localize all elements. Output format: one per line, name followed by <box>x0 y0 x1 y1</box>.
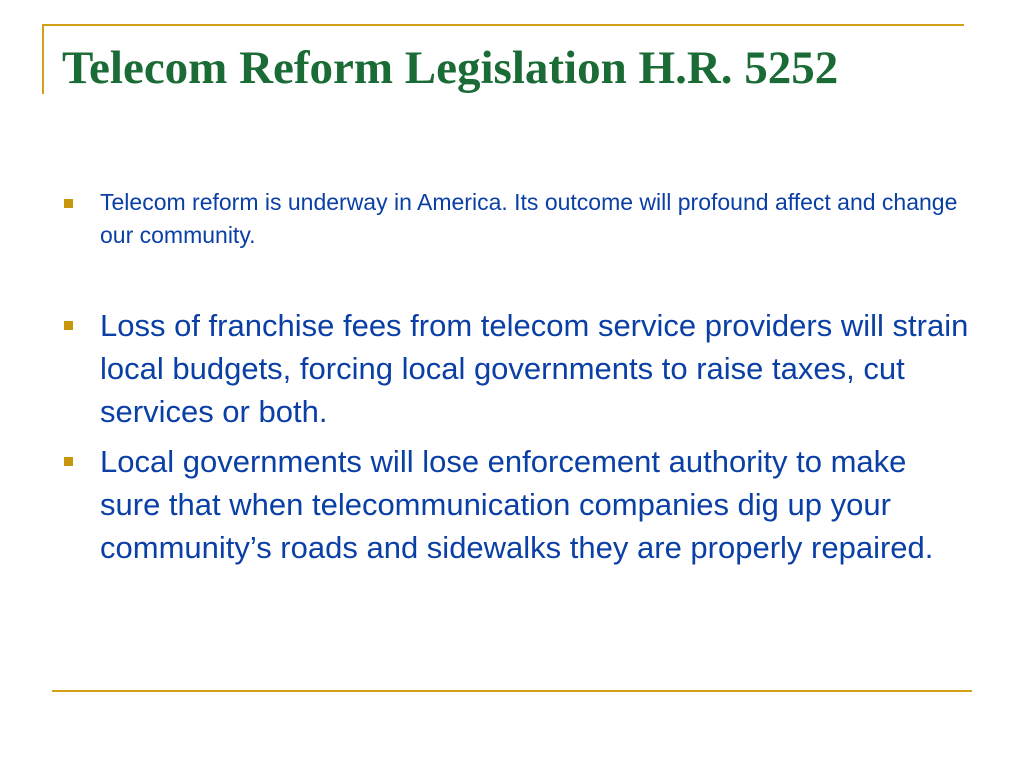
bullet-item <box>62 304 972 433</box>
bullet-item <box>62 186 972 252</box>
bullet-text: Telecom reform is underway in America. Its outcome will profound affect and change our community. <box>100 189 958 248</box>
square-bullet-icon <box>64 199 73 208</box>
square-bullet-icon <box>64 321 73 330</box>
bullet-list <box>62 186 972 576</box>
bullet-text: Local governments will lose enforcement authority to make sure that when telecommunication companies dig up your community’s roads and sidewalks they are properly repaired. <box>100 444 934 565</box>
square-bullet-icon <box>64 457 73 466</box>
bullet-text: Loss of franchise fees from telecom service providers will strain local budgets, forcing local governments to raise taxes, cut services or both. <box>100 308 969 429</box>
bullet-item <box>62 440 972 569</box>
frame-left-line <box>42 24 44 94</box>
slide-title: Telecom Reform Legislation H.R. 5252 <box>62 42 839 94</box>
frame-top-line <box>42 24 964 26</box>
frame-bottom-line <box>52 690 972 692</box>
